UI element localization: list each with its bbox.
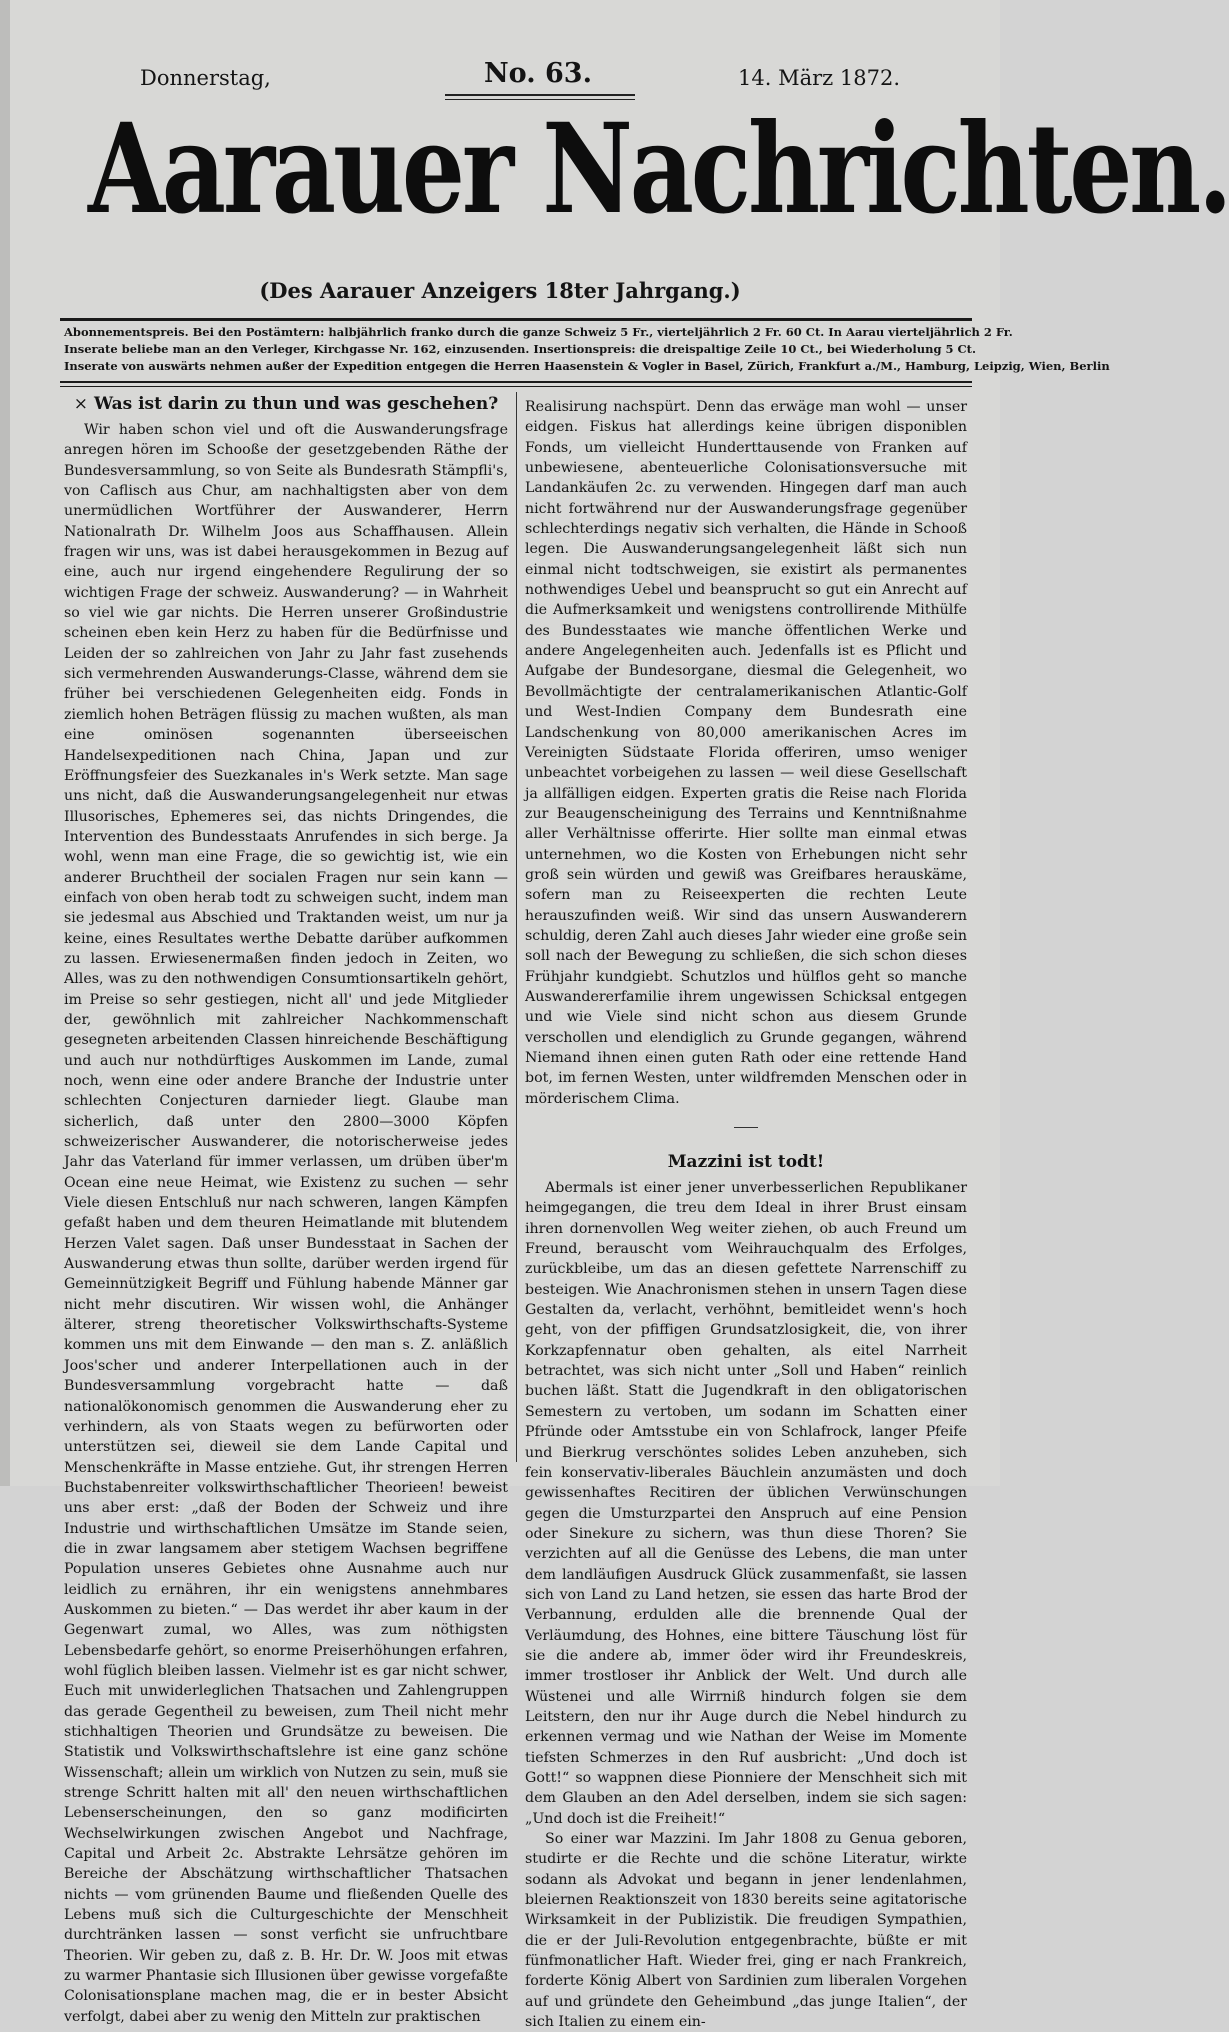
notice-line-agents: Inserate von auswärts nehmen außer der Expedition entgegen die Herren Haasenstein & Vogler in Basel, Zürich, Frankfurt a./M., Hamburg, Leipzig, Wien, Berlin [64, 359, 1110, 373]
notice-rule [60, 381, 972, 387]
article-paragraph-continued: Realisirung nachspürt. Denn das erwäge man wohl — unser eidgen. Fiskus hat allerdings keine übrigen disponiblen Fonds, um vielleicht Hunderttausende von Franken auf unbewiesene, abenteuerliche Colonisationsversuche mit Landankäufen 2c. zu verwenden. Hingegen darf man auch nicht fortwährend nur der Auswanderungsfrage gegenüber schlechterdings negativ sich verhalten, die Hände in Schooß legen. Die Auswanderungsangelegenheit läßt sich nun einmal nicht todtschweigen, sie existirt als permanentes nothwendiges Uebel und beansprucht so gut ein Anrecht auf die Aufmerksamkeit und wenigstens controllirende Mithülfe des Bundesstaates wie manche öffentlichen Werke und andere Angelegenheiten auch. Jedenfalls ist es Pflicht und Aufgabe der Bundesorgane, diesmal die Gelegenheit, wo Bevollmächtigte der centralamerikanischen Atlantic-Golf und West-Indien Company dem Bundesrath eine Landschenkung von 80,000 amerikanischen Acres im Vereinigten Südstaate Florida offeriren, umso weniger unbeachtet vorbeigehen zu lassen — weil diese Gesellschaft ja allfälligen eidgen. Experten gratis die Reise nach Florida zur Beaugenscheinigung des Terrains und Kenntnißnahme aller Verhältnisse offerirte. Hier sollte man einmal etwas unternehmen, wo die Kosten von Erhebungen nicht sehr groß sein würden und gewiß was Greifbares herauskäme, sofern man zu Reiseexperten die rechten Leute herauszufinden weiß. Wir sind das unsern Auswanderern schuldig, deren Zahl auch dieses Jahr wieder eine große sein soll nach der Bewegung zu schließen, die sich schon dieses Frühjahr kundgiebt. Schutzlos und hülflos geht so manche Auswandererfamilie ihrem ungewissen Schicksal entgegen und wie Viele sind nicht schon aus diesem Grunde verschollen und elendiglich zu Grunde gegangen, während Niemand ihnen einen guten Rath oder eine rettende Hand bot, im fernen Westen, unter wildfremden Menschen oder in mörderischem Clima. [525, 399, 967, 1107]
page-edge-shadow [0, 0, 10, 1486]
column-divider [516, 392, 517, 1462]
column-right [525, 397, 967, 2031]
article-paragraph: Wir haben schon viel und oft die Auswanderungsfrage anregen hören im Schooße der gesetzgebenden Räthe der Bundesversammlung, so von Seite als Bundesrath Stämpfli's, von Caflisch aus Chur, am nachhaltigsten aber von dem unermüdlichen Wortführer der Auswanderer, Herrn Nationalrath Dr. Wilhelm Joos aus Schaffhausen. Allein fragen wir uns, was ist dabei herausgekommen in Bezug auf eine, auch nur irgend eingehendere Regulirung der so wichtigen Frage der schweiz. Auswanderung? — in Wahrheit so viel wie gar nichts. Die Herren unserer Großindustrie scheinen eben kein Herz zu haben für die Bedürfnisse und Leiden der so zahlreichen von Jahr zu Jahr fast zusehends sich vermehrenden Auswanderungs-Classe, während dem sie früher bei verschiedenen Gelegenheiten eidg. Fonds in ziemlich hohen Beträgen flüssig zu machen wußten, als man eine ominösen sogenannten überseeischen Handelsexpeditionen nach China, Japan und zur Eröffnungsfeier des Suezkanales in's Werk setzte. Man sage uns nicht, daß die Auswanderungsangelegenheit nur etwas Illusorisches, Ephemeres sei, das nichts Dringendes, die Intervention des Bundesstaats Anrufendes in sich berge. Ja wohl, wenn man eine Frage, die so gewichtig ist, wie ein anderer Bruchtheil der socialen Fragen nur sein kann — einfach von oben herab todt zu schweigen sucht, indem man sie jedesmal aus Abschied und Traktanden weist, um nur ja keine, eines Resultates werthe Debatte darüber aufkommen zu lassen. Erwiesenermaßen finden jedoch in Zeiten, wo Alles, was zu den nothwendigen Consumtionsartikeln gehört, im Preise so sehr gestiegen, nicht all' und jede Mitglieder der, gewöhnlich mit zahlreicher Nachkommenschaft gesegneten arbeitenden Classen hinreichende Beschäftigung und auch nur nothdürftiges Auskommen im Lande, zumal noch, wenn eine oder andere Branche der Industrie unter schlechten Conjecturen darnieder liegt. Glaube man sicherlich, daß unter den 2800—3000 Köpfen schweizerischer Auswanderer, die notorischerweise jedes Jahr das Vaterland für immer verlassen, um drüben über'm Ocean eine neue Heimat, wie Existenz zu suchen — sehr Viele diesen Entschluß nur nach schweren, langen Kämpfen gefaßt haben und dem theuren Heimatlande mit blutendem Herzen Valet sagen. Daß unser Bundesstaat in Sachen der Auswanderung etwas thun sollte, darüber werden irgend für Gemeinnützigkeit Begriff und Fühlung habende Männer gar nicht mehr discutiren. Wir wissen wohl, die Anhänger älterer, streng theoretischer Volkswirthschafts-Systeme kommen uns mit dem Einwande — den man s. Z. anläßlich Joos'scher und anderer Interpellationen auch in der Bundesversammlung vorgebracht hatte — daß nationalökonomisch genommen die Auswanderung eher zu verhindern, als von Staats wegen zu befürworten oder unterstützen sei, dieweil sie dem Lande Capital und Menschenkräfte in Masse entziehe. Gut, ihr strengen Herren Buchstabenreiter volkswirthschaftlicher Theorieen! beweist uns aber erst: „daß der Boden der Schweiz und ihre Industrie und wirthschaftlichen Umsätze im Stande seien, die in zwar langsamem aber stetigem Wachsen begriffene Population unseres Gebietes ohne Ausnahme auch nur leidlich zu ernähren, ihr ein wenigstens annehmbares Auskommen zu bieten.“ — Das werdet ihr aber kaum in der Gegenwart zumal, wo Alles, was zum nöthigsten Lebensbedarfe gehört, so enorme Preiserhöhungen erfahren, wohl füglich bleiben lassen. Vielmehr ist es gar nicht schwer, Euch mit unwiderleglichen Thatsachen und Zahlengruppen das gerade Gegentheil zu beweisen, zum Theil nicht mehr stichhaltigen Theorien und Grundsätze zu beweisen. Die Statistik und Volkswirthschaftslehre ist eine ganz schöne Wissenschaft; allein um wirklich von Nutzen zu sein, muß sie strenge Schritt halten mit all' den neuen wirthschaftlichen Lebenserscheinungen, den so ganz modificirten Wechselwirkungen zwischen Angebot und Nachfrage, Capital und Arbeit 2c. Abstrakte Lehrsätze gehören im Bereiche der Abschätzung wirthschaftlicher Thatsachen nichts — vom grünenden Baume und fließenden Quelle des Lebens muß sich die Culturgeschichte der Menschheit durchtränken lassen — sonst verficht sie unfruchtbare Theorien. Wir geben zu, daß z. B. Hr. Dr. W. Joos mit etwas zu warmer Phantasie sich Illusionen über gewisse vorgefaßte Colonisationsplane machen mag, die er in bester Absicht verfolgt, dabei aber zu wenig den Mitteln zur praktischen [64, 422, 508, 2025]
article-paragraph: So einer war Mazzini. Im Jahr 1808 zu Genua geboren, studirte er die Rechte und die schöne Literatur, wirkte sodann als Advokat und begann in jener lendenlahmen, bleiernen Reaktionszeit von 1830 bereits seine agitatorische Wirksamkeit in der Publizistik. Die freudigen Sympathien, die er der Juli-Revolution entgegenbrachte, büßte er mit fünfmonatlicher Haft. Wieder frei, ging er nach Frankreich, forderte König Albert von Sardinien zum liberalen Vorgehen auf und gründete den Geheimbund „das junge Italien“, der sich Italien zu einem ein- [525, 1831, 967, 2031]
masthead-subtitle: (Des Aarauer Anzeigers 18ter Jahrgang.) [259, 278, 741, 303]
column-left [64, 392, 508, 2025]
notice-line-subscription: Abonnementspreis. Bei den Postämtern: halbjährlich franko durch die ganze Schweiz 5 Fr., vierteljährlich 2 Fr. 60 Ct. In Aarau vierteljährlich 2 Fr. [64, 325, 1013, 339]
subscription-notice [64, 324, 1110, 375]
issue-date: 14. März 1872. [738, 66, 900, 90]
cross-mark-icon: × [73, 394, 88, 414]
weekday: Donnerstag, [140, 66, 271, 90]
masthead-title: Aarauer Nachrichten. [88, 97, 1229, 242]
header-rule [60, 318, 972, 321]
article-title-emigration [64, 392, 508, 416]
article-title-text: Was ist darin zu thun und was geschehen? [93, 394, 499, 414]
issue-number: No. 63. [484, 58, 592, 89]
article-paragraph: Abermals ist einer jener unverbesserlichen Republikaner heimgegangen, die treu dem Ideal in ihrer Brust einsam ihren dornenvollen Weg weiter ziehen, ob auch Freund um Freund, berauscht vom Weihrauchqualm des Erfolges, zurückbleibe, um das an diesen gefettete Narrenschiff zu besteigen. Wie Anachronismen stehen in unsern Tagen diese Gestalten da, verlacht, verhöhnt, bemitleidet wenn's hoch geht, von der pfiffigen Grundsatzlosigkeit, die, von ihrer Korkzapfennatur oben gehalten, als eitel Narrheit betrachtet, was sich nicht unter „Soll und Haben“ reinlich buchen läßt. Statt die Jugendkraft in den obligatorischen Semestern zu vertoben, um sodann im Schatten einer Pfründe oder Amtsstube ein von Schlafrock, langer Pfeife und Bierkrug verschöntes solides Leben anzuheben, sich fein konservativ-liberales Bäuchlein anzumästen und doch gewissenhaftes Recitiren der üblichen Verwünschungen gegen die Umsturzpartei den Anspruch auf eine Pension oder Sinekure zu sichern, was thun diese Thoren? Sie verzichten auf all die Genüsse des Lebens, die man unter dem landläufigen Ausdruck Glück zusammenfaßt, sie lassen sich von Land zu Land hetzen, sie essen das harte Brod der Verbannung, erdulden alle die brennende Qual der Verläumdung, des Hohnes, eine bittere Täuschung löst für sie die andere ab, immer öder wird ihr Freundeskreis, immer trostloser ihr Anblick der Welt. Und durch alle Wüstenei und alle Wirrniß hindurch folgen sie dem Leitstern, den nur ihr Auge durch die Nebel hindurch zu erkennen vermag und wie Nathan der Weise im Momente tiefsten Schmerzes in den Ruf ausbricht: „Und doch ist Gott!“ so wappnen diese Pionniere der Menschheit sich mit dem Glauben an den Adel derselben, indem sie sich sagen: „Und doch ist die Freiheit!“ [525, 1180, 967, 1827]
section-divider [734, 1127, 758, 1128]
section-gap [525, 1109, 967, 1127]
notice-line-insertion: Inserate beliebe man an den Verleger, Kirchgasse Nr. 162, einzusenden. Insertionspreis: die dreispaltige Zeile 10 Ct., bei Wiederholung 5 Ct. [64, 342, 976, 356]
article-title-mazzini: Mazzini ist todt! [667, 1152, 825, 1173]
